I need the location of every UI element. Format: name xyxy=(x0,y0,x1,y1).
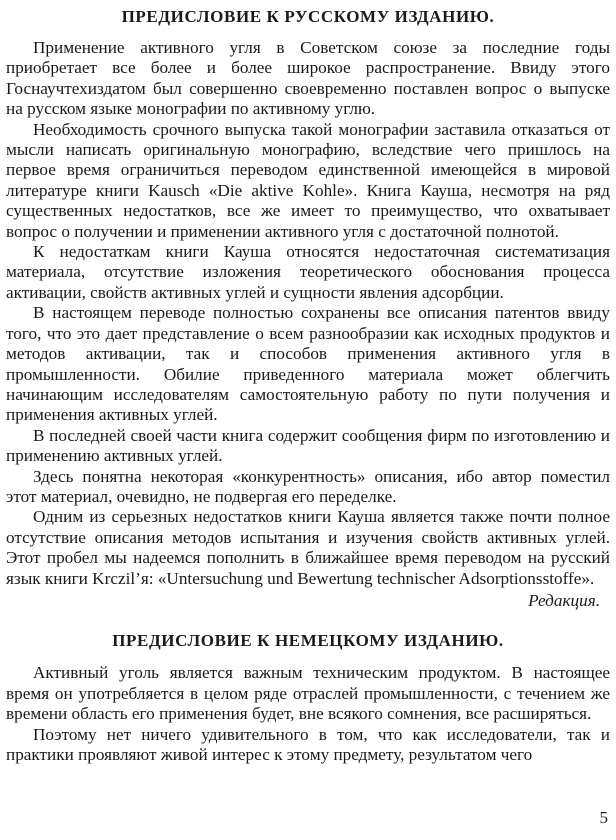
russian-preface-title: ПРЕДИСЛОВИЕ К РУССКОМУ ИЗДАНИЮ. xyxy=(121,7,495,26)
paragraph: Поэтому нет ничего удивительного в том, что как исследователи, так и практики проявляют живой интерес к этому предмету, результатом чего xyxy=(6,724,610,764)
paragraph: Здесь понятна некоторая «конкурентность» описания, ибо автор поместил этот материал, очевидно, не подвергая его переделке. xyxy=(6,466,610,506)
paragraph: В последней своей части книга содержит сообщения фирм по изготовлению и применению активных углей. xyxy=(6,425,610,466)
german-preface-body xyxy=(6,663,610,765)
russian-preface-body xyxy=(6,38,610,611)
paragraph: В настоящем переводе полностью сохранены все описания патентов ввиду того, что это дает представление о всем разнообразии как исходных продуктов и методов активации, так и способов применения активного угля в промышленности. Обилие приведенного материала может облегчить начинающим исследователям самостоятельную работу по пути получения и применения активных углей. xyxy=(6,303,610,425)
editorial-signature: Редакция. xyxy=(528,590,600,610)
page-number: 5 xyxy=(599,808,608,827)
paragraph: Применение активного угля в Советском союзе за последние годы приобретает все более и более широкое распространение. Ввиду этого Госнаучтехиздатом был совершенно своевременно поставлен вопрос о выпуске на русском языке монографии по активному углю. xyxy=(6,38,610,119)
paragraph: К недостаткам книги Кауша относятся недостаточная систематизация материала, отсутствие изложения теоретического обоснования процесса активации, свойств активных углей и сущности явления адсорбции. xyxy=(6,242,610,302)
paragraph: Необходимость срочного выпуска такой монографии заставила отказаться от мысли написать оригинальную монографию, вследствие чего пришлось на первое время ограничиться переводом единственной имеющейся в мировой литературе книги Kausch «Die aktive Kohle». Книга Кауша, несмотря на ряд существенных недостатков, все же имеет то преимущество, что охватывает вопрос о получении и применении активного угля с достаточной полнотой. xyxy=(6,119,610,241)
german-preface-title: ПРЕДИСЛОВИЕ К НЕМЕЦКОМУ ИЗДАНИЮ. xyxy=(112,631,504,651)
paragraph: Активный уголь является важным техническим продуктом. В настоящее время он употребляется в целом ряде отраслей промышленности, с течением же времени область его применения будет, вне всякого сомнения, все расширяться. xyxy=(6,663,610,724)
paragraph: Одним из серьезных недостатков книги Кауша является также почти полное отсутствие описания методов испытания и изучения свойств активных углей. Этот пробел мы надеемся пополнить в ближайшее время переводом на русский язык книги Krczil’я: «Untersuchung und Bewertung technischer Adsorptionsstoffe». xyxy=(6,507,610,588)
book-page xyxy=(6,0,610,840)
